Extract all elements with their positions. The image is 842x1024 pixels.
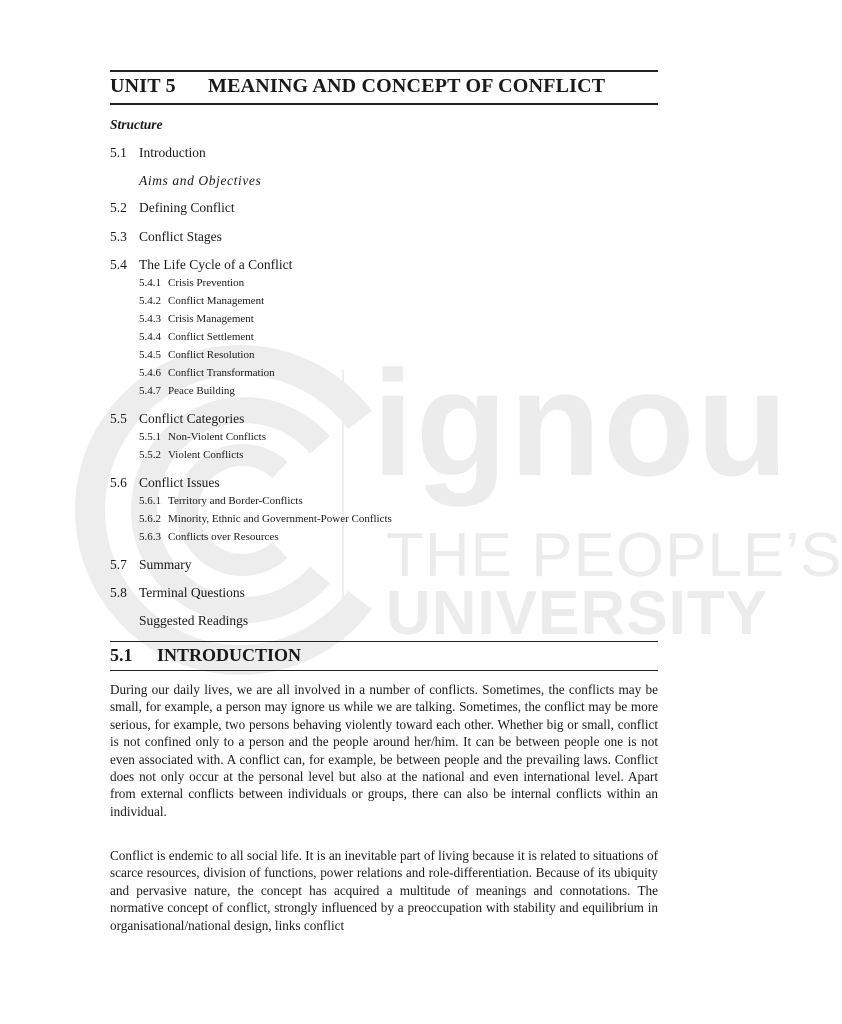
paragraph-2: Conflict is endemic to all social life. It is an inevitable part of living because it is related to situations of scarce resources, division of functions, power relations and role-differentiation. Because of its ubiquity and pervasive nature, the concept has acquired a multitude of meanings and connotations. The normative concept of conflict, strongly influenced by a preoccupation with stability and equilibrium in organisational/national design, links conflict xyxy=(110,848,658,933)
toc-item xyxy=(110,585,245,601)
toc-label: Territory and Border-Conflicts xyxy=(168,495,303,507)
toc-label: Non-Violent Conflicts xyxy=(168,431,267,443)
toc-item xyxy=(110,200,235,216)
toc-number: 5.8 xyxy=(110,585,127,600)
toc-label: Conflict Transformation xyxy=(168,367,275,379)
unit-number: UNIT 5 xyxy=(110,75,176,97)
toc-label: Defining Conflict xyxy=(139,200,235,215)
toc-item xyxy=(110,557,192,573)
toc-label: Summary xyxy=(139,557,192,572)
unit-title: MEANING AND CONCEPT OF CONFLICT xyxy=(208,75,606,97)
toc-subitem xyxy=(139,449,243,461)
toc-label: Terminal Questions xyxy=(139,585,245,600)
toc-label: Violent Conflicts xyxy=(168,449,244,461)
toc-label: Introduction xyxy=(139,145,206,160)
toc-label: Conflict Resolution xyxy=(168,349,255,361)
toc-number: 5.4 xyxy=(110,257,127,272)
toc-number: 5.5 xyxy=(110,411,127,426)
toc-subitem xyxy=(139,367,275,379)
toc-number: 5.5.2 xyxy=(139,449,161,461)
toc-number: 5.6.3 xyxy=(139,531,161,543)
toc-subitem xyxy=(139,331,254,343)
section-title: INTRODUCTION xyxy=(157,645,302,665)
toc-label: Crisis Prevention xyxy=(168,277,245,289)
toc-subitem xyxy=(139,385,235,397)
toc-subitem xyxy=(139,295,264,307)
unit-heading xyxy=(110,75,605,98)
watermark-brand: ignou xyxy=(372,339,791,507)
toc-aims: Aims and Objectives xyxy=(139,173,262,188)
toc-subitem xyxy=(139,349,254,361)
toc-number: 5.7 xyxy=(110,557,127,572)
toc-subitem xyxy=(139,513,392,525)
toc-number: 5.3 xyxy=(110,229,127,244)
toc-number: 5.4.1 xyxy=(139,277,161,289)
toc-number: 5.6.2 xyxy=(139,513,161,525)
section-heading xyxy=(110,645,301,666)
toc-label: Peace Building xyxy=(168,385,235,397)
toc-subitem xyxy=(139,277,244,289)
toc-number: 5.1 xyxy=(110,145,127,160)
toc-label: Conflict Categories xyxy=(139,411,245,426)
toc-number: 5.4.5 xyxy=(139,349,161,361)
structure-label: Structure xyxy=(110,117,163,132)
toc-item xyxy=(110,145,206,161)
toc-subitem xyxy=(139,531,279,543)
toc-number: 5.6.1 xyxy=(139,495,161,507)
toc-item xyxy=(110,229,222,245)
watermark-tagline-1: THE PEOPLE’S xyxy=(386,521,842,590)
toc-label: Crisis Management xyxy=(168,313,254,325)
toc-number: 5.4.3 xyxy=(139,313,161,325)
toc-label: Conflict Issues xyxy=(139,475,220,490)
toc-subitem xyxy=(139,431,266,443)
toc-item xyxy=(110,475,220,491)
section-number: 5.1 xyxy=(110,645,133,665)
toc-number: 5.4.6 xyxy=(139,367,161,379)
toc-label: The Life Cycle of a Conflict xyxy=(139,257,293,272)
toc-item xyxy=(110,257,292,273)
toc-number: 5.4.2 xyxy=(139,295,161,307)
toc-subitem xyxy=(139,495,303,507)
toc-label: Conflict Settlement xyxy=(168,331,254,343)
toc-number: 5.6 xyxy=(110,475,127,490)
paragraph-1: During our daily lives, we are all involved in a number of conflicts. Sometimes, the conflicts may be small, for example, a person may ignore us while we are talking. Sometimes, the conflict may be more serious, for example, two persons behaving violently toward each other. Whether big or small, conflict is not confined only to a person and the people around her/him. It can be between people one is not even associated with. A conflict can, for example, be between people and the prevailing laws. Conflict does not only occur at the personal level but also at the national and even international level. Apart from external conflicts between individuals or groups, there can also be internal conflicts within an individual. xyxy=(110,682,658,819)
toc-label: Conflicts over Resources xyxy=(168,531,279,543)
toc-subitem xyxy=(139,313,254,325)
toc-number: 5.4.4 xyxy=(139,331,161,343)
title-rule-top xyxy=(110,70,658,72)
section-rule-bottom xyxy=(110,670,658,671)
section-rule-top xyxy=(110,641,658,642)
toc-label: Conflict Management xyxy=(168,295,265,307)
toc-number: 5.5.1 xyxy=(139,431,161,443)
toc-number: 5.4.7 xyxy=(139,385,161,397)
watermark-tagline-2: UNIVERSITY xyxy=(386,579,769,648)
title-rule-bottom xyxy=(110,103,658,105)
toc-label: Conflict Stages xyxy=(139,229,222,244)
toc-number: 5.2 xyxy=(110,200,127,215)
toc-item xyxy=(110,411,244,427)
toc-label: Minority, Ethnic and Government-Power Conflicts xyxy=(168,513,392,525)
toc-readings: Suggested Readings xyxy=(139,613,249,628)
